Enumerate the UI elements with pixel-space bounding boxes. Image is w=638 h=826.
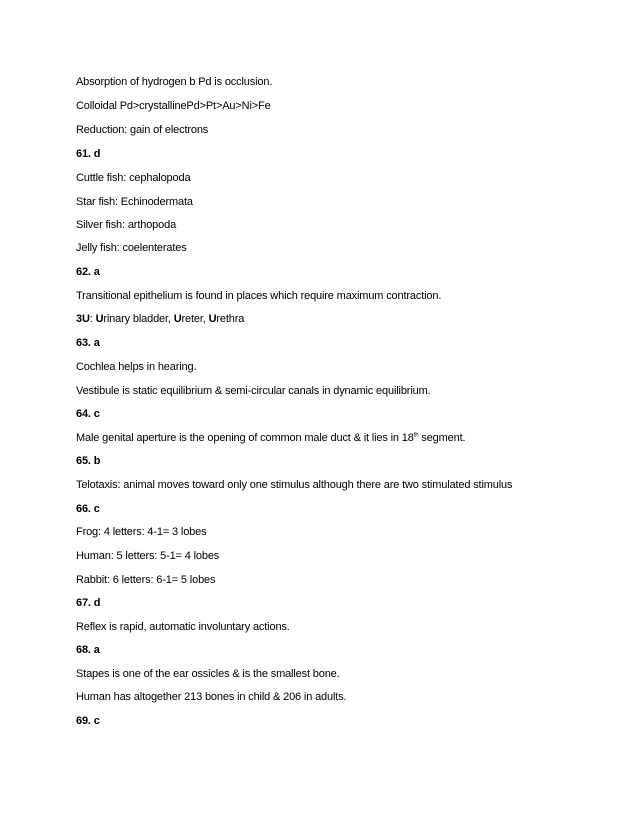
text-line: Vestibule is static equilibrium & semi-circular canals in dynamic equilibrium. [76, 385, 431, 397]
text-line: Telotaxis: animal moves toward only one stimulus although there are two stimulated stimulus [76, 479, 513, 491]
answer-heading: 66. c [76, 503, 100, 515]
answer-heading: 64. c [76, 408, 100, 420]
text-line: Reflex is rapid, automatic involuntary actions. [76, 621, 290, 633]
text-fragment: segment. [418, 432, 466, 444]
text-fragment: rethra [216, 313, 245, 325]
text-line: Human has altogether 213 bones in child & 206 in adults. [76, 691, 347, 703]
text-line: Absorption of hydrogen b Pd is occlusion. [76, 76, 273, 88]
text-line: Rabbit: 6 letters: 6-1= 5 lobes [76, 574, 216, 586]
text-line: Jelly fish: coelenterates [76, 242, 187, 254]
answer-heading: 67. d [76, 597, 101, 609]
text-line: Human: 5 letters: 5-1= 4 lobes [76, 550, 220, 562]
text-fragment: reter, [181, 313, 209, 325]
text-line: Colloidal Pd>crystallinePd>Pt>Au>Ni>Fe [76, 100, 271, 112]
answer-heading: 65. b [76, 455, 101, 467]
text-fragment: rinary bladder, [103, 313, 174, 325]
text-fragment: Male genital aperture is the opening of common male duct & it lies in 18 [76, 432, 414, 444]
text-line-sup [76, 431, 465, 445]
text-line: Cochlea helps in hearing. [76, 361, 197, 373]
text-line-mixed [76, 312, 244, 326]
text-line: Transitional epithelium is found in places which require maximum contraction. [76, 290, 442, 302]
answer-heading: 62. a [76, 266, 100, 278]
text-line: Reduction: gain of electrons [76, 124, 209, 136]
answer-heading: 63. a [76, 337, 100, 349]
superscript: th [413, 432, 419, 439]
text-line: Frog: 4 letters: 4-1= 3 lobes [76, 526, 207, 538]
bold-fragment: U [208, 313, 217, 325]
answer-heading: 69. c [76, 715, 100, 727]
bold-fragment: U [95, 313, 104, 325]
text-line: Cuttle fish: cephalopoda [76, 172, 191, 184]
bold-fragment: 3U [76, 313, 90, 325]
text-line: Star fish: Echinodermata [76, 196, 193, 208]
text-line: Stapes is one of the ear ossicles & is the smallest bone. [76, 668, 340, 680]
text-line: Silver fish: arthopoda [76, 219, 177, 231]
answer-heading: 68. a [76, 644, 100, 656]
answer-heading: 61. d [76, 148, 101, 160]
text-fragment: : [89, 313, 96, 325]
bold-fragment: U [173, 313, 182, 325]
